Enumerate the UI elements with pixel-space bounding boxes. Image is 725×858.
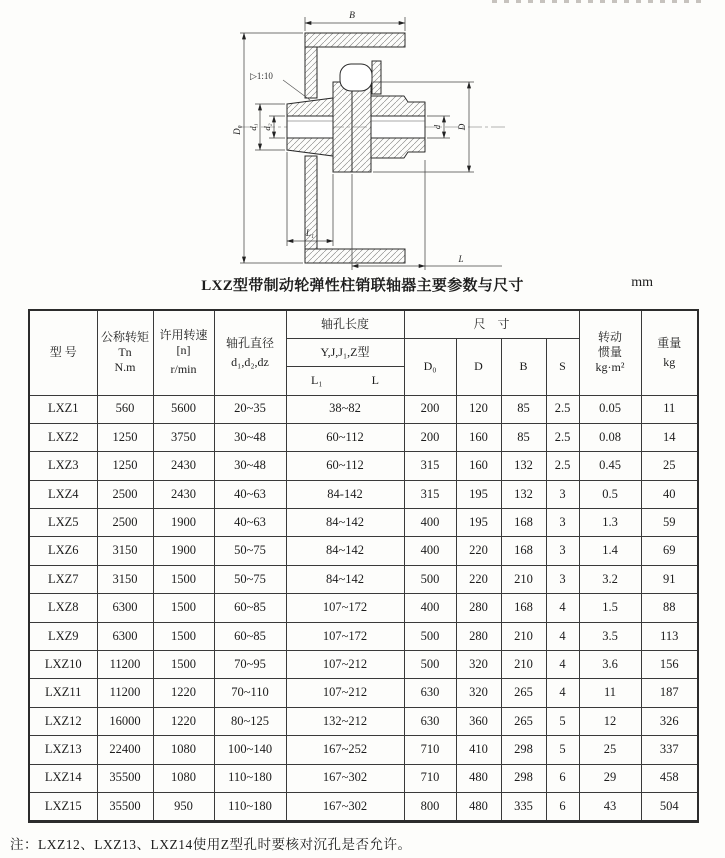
cell-torque: 6300 [97,622,153,650]
cell-B: 132 [501,452,546,480]
cell-B: 168 [501,594,546,622]
cell-weight: 11 [641,395,698,423]
header-bore-length: 轴孔长度 [286,310,404,338]
header-speed [153,310,214,395]
cell-inertia: 43 [579,792,641,821]
cell-inertia: 3.6 [579,651,641,679]
cell-S: 3 [546,537,579,565]
cell-bore-length: 84-142 [286,480,404,508]
cell-S: 2.5 [546,452,579,480]
cell-inertia: 12 [579,707,641,735]
table-row [29,480,698,508]
cell-inertia: 3.2 [579,565,641,593]
header-weight [641,310,698,395]
header-L-label: L [371,373,379,387]
cell-bore-diameter: 50~75 [214,537,286,565]
cell-inertia: 0.05 [579,395,641,423]
dim-label-d: d [432,124,442,130]
cell-weight: 156 [641,651,698,679]
header-torque [97,310,153,395]
cell-torque: 6300 [97,594,153,622]
cell-weight: 458 [641,764,698,792]
header-bore-diameter [214,310,286,395]
cell-D: 410 [456,736,501,764]
cell-model: LXZ3 [29,452,97,480]
cell-S: 3 [546,480,579,508]
cell-S: 4 [546,622,579,650]
cell-bore-length: 167~302 [286,764,404,792]
cell-model: LXZ15 [29,792,97,821]
header-col-S: S [546,338,579,395]
cell-weight: 91 [641,565,698,593]
left-hub [287,98,333,156]
cell-D0: 400 [404,509,456,537]
title-row [0,274,725,296]
cell-D0: 400 [404,537,456,565]
cell-D0: 315 [404,452,456,480]
cell-D: 160 [456,423,501,451]
cell-S: 4 [546,594,579,622]
cell-inertia: 25 [579,736,641,764]
header-weight-line1: 重量 [657,335,682,350]
parameters-table [28,309,699,823]
cell-speed: 1500 [153,565,214,593]
header-L1-L [286,366,404,395]
cell-inertia: 1.3 [579,509,641,537]
header-dimensions: 尺 寸 [404,310,579,338]
cell-torque: 35500 [97,792,153,821]
dim-label-D0: D₀ [232,125,242,135]
cell-model: LXZ5 [29,509,97,537]
cell-model: LXZ4 [29,480,97,508]
header-col-B: B [501,338,546,395]
header-torque-line2: N.m [114,360,136,375]
dimension-B [305,17,405,31]
table-row [29,537,698,565]
cell-B: 132 [501,480,546,508]
cell-speed: 1900 [153,509,214,537]
cell-D0: 400 [404,594,456,622]
cell-D0: 710 [404,764,456,792]
cell-weight: 88 [641,594,698,622]
cell-bore-diameter: 60~85 [214,594,286,622]
cell-bore-diameter: 50~75 [214,565,286,593]
cell-weight: 326 [641,707,698,735]
header-inertia [579,310,641,395]
dim-label-d1: d₁ [248,123,258,131]
cell-torque: 1250 [97,423,153,451]
cell-B: 335 [501,792,546,821]
cell-weight: 59 [641,509,698,537]
cell-B: 85 [501,395,546,423]
table-row [29,395,698,423]
cell-weight: 337 [641,736,698,764]
cell-B: 210 [501,565,546,593]
elastic-pin [340,61,381,94]
cell-D: 120 [456,395,501,423]
cell-S: 5 [546,736,579,764]
cell-B: 210 [501,651,546,679]
cell-torque: 1250 [97,452,153,480]
cell-speed: 2430 [153,452,214,480]
cell-B: 168 [501,537,546,565]
cell-D: 320 [456,679,501,707]
cell-bore-length: 107~172 [286,594,404,622]
cell-inertia: 11 [579,679,641,707]
cell-speed: 3750 [153,423,214,451]
cell-bore-diameter: 110~180 [214,792,286,821]
cell-inertia: 0.5 [579,480,641,508]
cell-bore-length: 132~212 [286,707,404,735]
cell-bore-diameter: 100~140 [214,736,286,764]
dim-label-d2: d₂ [262,123,272,131]
header-inertia-line3: kg·m² [595,360,625,375]
cell-S: 2.5 [546,395,579,423]
header-bore-length-types: Y,J,J₁,Z型 [286,338,404,366]
header-model [29,310,97,395]
cell-torque: 2500 [97,480,153,508]
cell-torque: 3150 [97,565,153,593]
cell-bore-length: 60~112 [286,423,404,451]
table-row [29,509,698,537]
cell-D0: 630 [404,707,456,735]
cell-speed: 1500 [153,594,214,622]
cell-bore-diameter: 80~125 [214,707,286,735]
cell-S: 6 [546,764,579,792]
right-hub [371,96,425,158]
cell-B: 298 [501,736,546,764]
cell-D: 360 [456,707,501,735]
cell-D: 160 [456,452,501,480]
cell-D0: 200 [404,395,456,423]
cell-D0: 800 [404,792,456,821]
cell-torque: 22400 [97,736,153,764]
cell-bore-length: 84~142 [286,537,404,565]
cell-D: 195 [456,480,501,508]
cell-weight: 14 [641,423,698,451]
dim-label-L1: L₁ [305,228,315,238]
cell-inertia: 0.08 [579,423,641,451]
cell-S: 6 [546,792,579,821]
header-L1-label: L₁ [311,373,323,387]
table-row [29,764,698,792]
cell-speed: 2430 [153,480,214,508]
cell-weight: 69 [641,537,698,565]
cell-model: LXZ9 [29,622,97,650]
cell-bore-diameter: 20~35 [214,395,286,423]
header-col-D: D [456,338,501,395]
header-inertia-line1: 转动 [598,330,623,345]
cell-torque: 35500 [97,764,153,792]
cell-bore-diameter: 60~85 [214,622,286,650]
cell-speed: 1500 [153,622,214,650]
table-row [29,594,698,622]
cell-inertia: 1.5 [579,594,641,622]
cell-B: 265 [501,679,546,707]
header-weight-line2: kg [663,354,676,369]
cell-D: 480 [456,764,501,792]
cell-D0: 630 [404,679,456,707]
cell-D0: 500 [404,651,456,679]
cell-D: 220 [456,565,501,593]
header-bore-line2: d₁,d₂,dz [231,354,269,369]
cell-D: 480 [456,792,501,821]
cell-bore-length: 107~212 [286,651,404,679]
cell-speed: 1220 [153,679,214,707]
cell-bore-length: 167~302 [286,792,404,821]
dim-label-B: B [349,11,355,21]
cell-D0: 315 [404,480,456,508]
cell-B: 210 [501,622,546,650]
header-model-label: 型 号 [49,345,77,360]
header-col-D0: D₀ [404,338,456,395]
table-row [29,707,698,735]
cell-weight: 187 [641,679,698,707]
header-inertia-line2: 惯量 [598,345,623,360]
cell-D0: 500 [404,622,456,650]
cell-torque: 2500 [97,509,153,537]
table-row [29,736,698,764]
cell-bore-length: 167~252 [286,736,404,764]
cell-speed: 5600 [153,395,214,423]
cell-model: LXZ12 [29,707,97,735]
cell-bore-length: 107~212 [286,679,404,707]
table-row [29,679,698,707]
cell-B: 168 [501,509,546,537]
cell-model: LXZ10 [29,651,97,679]
cell-D: 220 [456,537,501,565]
cell-bore-length: 107~172 [286,622,404,650]
table-row [29,565,698,593]
cell-speed: 1500 [153,651,214,679]
cell-D: 195 [456,509,501,537]
cell-D: 280 [456,594,501,622]
cell-D0: 710 [404,736,456,764]
header-speed-line1: 许用转速 [159,328,208,343]
cell-bore-diameter: 70~95 [214,651,286,679]
cell-B: 265 [501,707,546,735]
cell-D0: 200 [404,423,456,451]
cell-D0: 500 [404,565,456,593]
cell-bore-diameter: 30~48 [214,452,286,480]
cell-bore-length: 60~112 [286,452,404,480]
cell-speed: 1900 [153,537,214,565]
cell-B: 298 [501,764,546,792]
unit-label: mm [631,275,653,290]
cell-torque: 11200 [97,679,153,707]
header-torque-line1: 公称转矩Tn [100,330,149,360]
cell-speed: 1220 [153,707,214,735]
cell-model: LXZ7 [29,565,97,593]
cell-S: 4 [546,651,579,679]
cell-weight: 113 [641,622,698,650]
cell-S: 3 [546,509,579,537]
taper-callout [250,71,310,100]
table-row [29,423,698,451]
cell-S: 4 [546,679,579,707]
coupling-section-drawing [0,0,725,272]
dim-label-D: D [457,123,467,131]
cell-S: 5 [546,707,579,735]
cell-D: 280 [456,622,501,650]
cell-bore-diameter: 110~180 [214,764,286,792]
cell-bore-diameter: 40~63 [214,480,286,508]
table-row [29,651,698,679]
page-title: LXZ型带制动轮弹性柱销联轴器主要参数与尺寸 [201,278,524,294]
cell-inertia: 3.5 [579,622,641,650]
cell-bore-diameter: 70~110 [214,679,286,707]
cell-S: 3 [546,565,579,593]
cell-bore-diameter: 30~48 [214,423,286,451]
left-flange [333,82,352,172]
cell-torque: 560 [97,395,153,423]
table-row [29,622,698,650]
dim-label-L: L [458,254,464,264]
cell-weight: 40 [641,480,698,508]
footnote: 注：LXZ12、LXZ13、LXZ14使用Z型孔时要核对沉孔是否允许。 [10,837,412,852]
cell-speed: 950 [153,792,214,821]
taper-label: ▷1:10 [250,71,273,81]
cell-bore-length: 84~142 [286,565,404,593]
cell-torque: 16000 [97,707,153,735]
cell-speed: 1080 [153,764,214,792]
cell-model: LXZ6 [29,537,97,565]
table-row [29,792,698,821]
cell-inertia: 1.4 [579,537,641,565]
table-row [29,452,698,480]
cell-bore-length: 84~142 [286,509,404,537]
cell-model: LXZ13 [29,736,97,764]
cell-torque: 3150 [97,537,153,565]
cell-bore-diameter: 40~63 [214,509,286,537]
cell-bore-length: 38~82 [286,395,404,423]
table-body [29,395,698,822]
table-header [29,310,698,395]
cell-inertia: 29 [579,764,641,792]
cell-weight: 504 [641,792,698,821]
cell-B: 85 [501,423,546,451]
cell-model: LXZ14 [29,764,97,792]
cell-model: LXZ1 [29,395,97,423]
header-speed-line3: r/min [170,362,197,377]
cell-speed: 1080 [153,736,214,764]
cell-S: 2.5 [546,423,579,451]
cell-inertia: 0.45 [579,452,641,480]
cell-model: LXZ11 [29,679,97,707]
cell-weight: 25 [641,452,698,480]
cell-model: LXZ2 [29,423,97,451]
cell-D: 320 [456,651,501,679]
cell-model: LXZ8 [29,594,97,622]
right-flange [352,82,371,172]
header-bore-line1: 轴孔直径 [225,335,274,350]
header-speed-line2: [n] [176,343,191,358]
cell-torque: 11200 [97,651,153,679]
